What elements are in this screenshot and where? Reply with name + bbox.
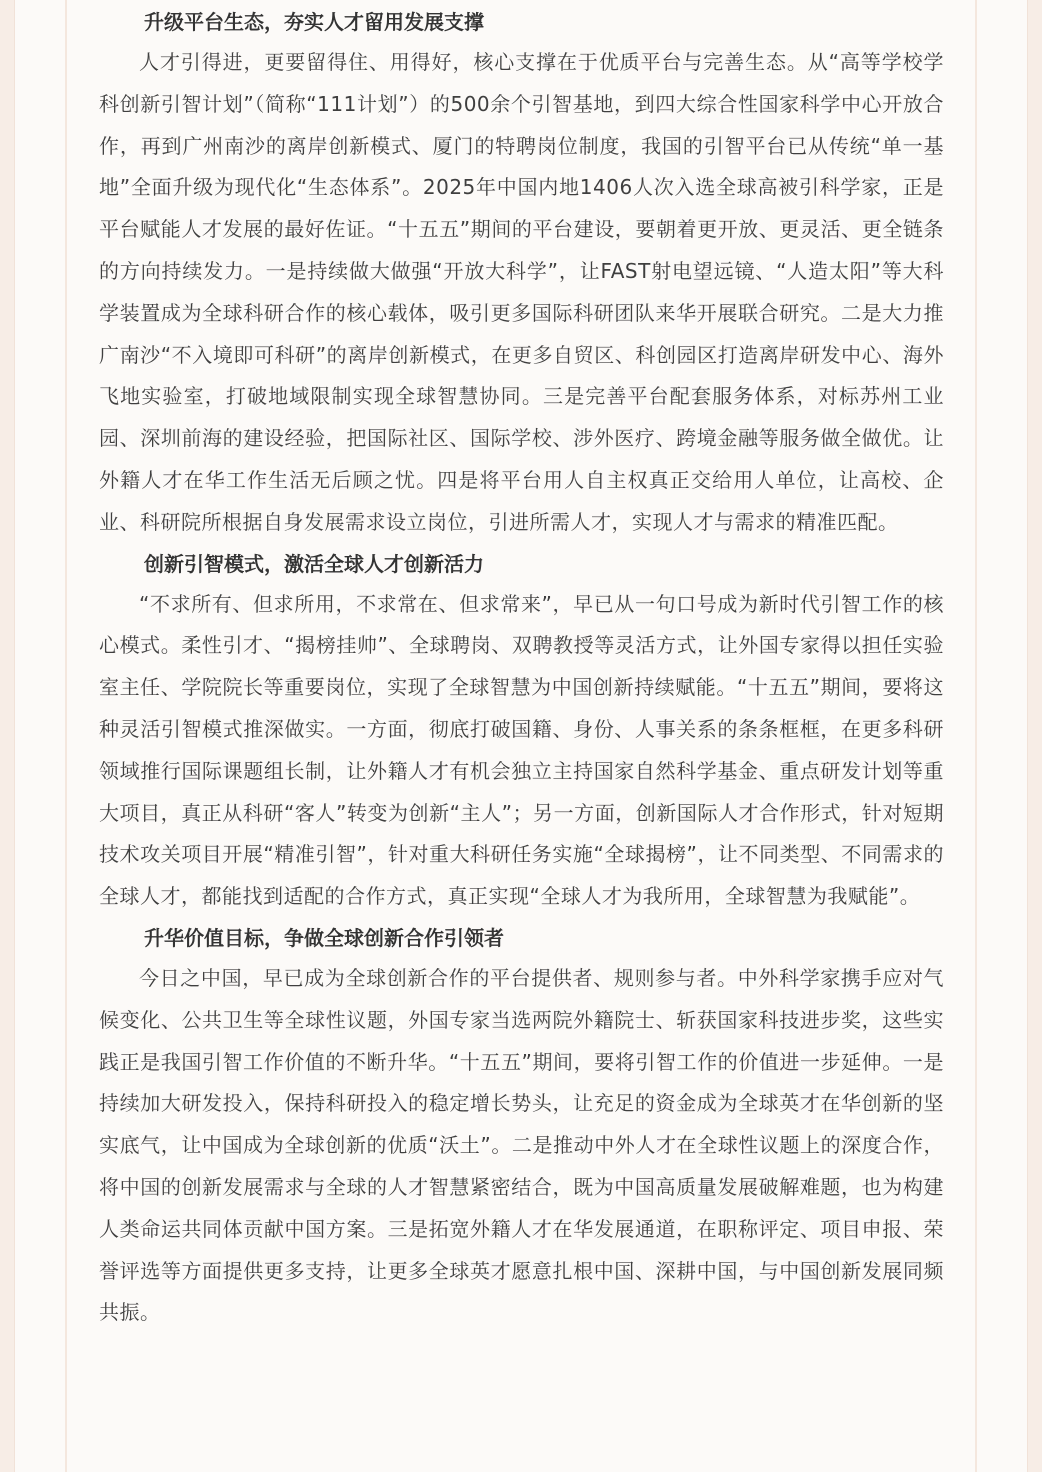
section-heading: 升级平台生态，夯实人才留用发展支撑 [144, 10, 484, 34]
section-paragraph: 今日之中国，早已成为全球创新合作的平台提供者、规则参与者。中外科学家携手应对气候变化、公共卫生等全球性议题，外国专家当选两院外籍院士、斩获国家科技进步奖，这些实践正是我国引智工作价值的不断升华。“十五五”期间，要将引智工作的价值进一步延伸。一是持续加大研发投入，保持科研投入的稳定增长势头，让充足的资金成为全球英才在华创新的坚实底气，让中国成为全球创新的优质“沃土”。二是推动中外人才在全球性议题上的深度合作，将中国的创新发展需求与全球的人才智慧紧密结合，既为中国高质量发展破解难题，也为构建人类命运共同体贡献中国方案。三是拓宽外籍人才在华发展通道，在职称评定、项目申报、荣誉评选等方面提供更多支持，让更多全球英才愿意扎根中国、深耕中国，与中国创新发展同频共振。 [99, 965, 944, 1325]
section-paragraph: 人才引得进，更要留得住、用得好，核心支撑在于优质平台与完善生态。从“高等学校学科创新引智计划”（简称“111计划”）的500余个引智基地，到四大综合性国家科学中心开放合作，再到广州南沙的离岸创新模式、厦门的特聘岗位制度，我国的引智平台已从传统“单一基地”全面升级为现代化“生态体系”。2025年中国内地1406人次入选全球高被引科学家，正是平台赋能人才发展的最好佐证。“十五五”期间的平台建设，要朝着更开放、更灵活、更全链条的方向持续发力。一是持续做大做强“开放大科学”，让FAST射电望远镜、“人造太阳”等大科学装置成为全球科研合作的核心载体，吸引更多国际科研团队来华开展联合研究。二是大力推广南沙“不入境即可科研”的离岸创新模式，在更多自贸区、科创园区打造离岸研发中心、海外飞地实验室，打破地域限制实现全球智慧协同。三是完善平台配套服务体系，对标苏州工业园、深圳前海的建设经验，把国际社区、国际学校、涉外医疗、跨境金融等服务做全做优。让外籍人才在华工作生活无后顾之忧。四是将平台用人自主权真正交给用人单位，让高校、企业、科研院所根据自身发展需求设立岗位，引进所需人才，实现人才与需求的精准匹配。 [99, 50, 944, 534]
section-heading: 升华价值目标，争做全球创新合作引领者 [144, 925, 504, 950]
article-body [99, 2, 944, 1334]
section-heading: 创新引智模式，激活全球人才创新活力 [144, 551, 484, 576]
page-border-right [975, 0, 977, 1472]
article-page [14, 0, 1028, 1472]
section-paragraph: “不求所有、但求所用，不求常在、但求常来”，早已从一句口号成为新时代引智工作的核心模式。柔性引才、“揭榜挂帅”、全球聘岗、双聘教授等灵活方式，让外国专家得以担任实验室主任、学院院长等重要岗位，实现了全球智慧为中国创新持续赋能。“十五五”期间，要将这种灵活引智模式推深做实。一方面，彻底打破国籍、身份、人事关系的条条框框，在更多科研领域推行国际课题组长制，让外籍人才有机会独立主持国家自然科学基金、重点研发计划等重大项目，真正从科研“客人”转变为创新“主人”；另一方面，创新国际人才合作形式，针对短期技术攻关项目开展“精准引智”，针对重大科研任务实施“全球揭榜”，让不同类型、不同需求的全球人才，都能找到适配的合作方式，真正实现“全球人才为我所用，全球智慧为我赋能”。 [99, 591, 944, 909]
page-border-left [65, 0, 67, 1472]
